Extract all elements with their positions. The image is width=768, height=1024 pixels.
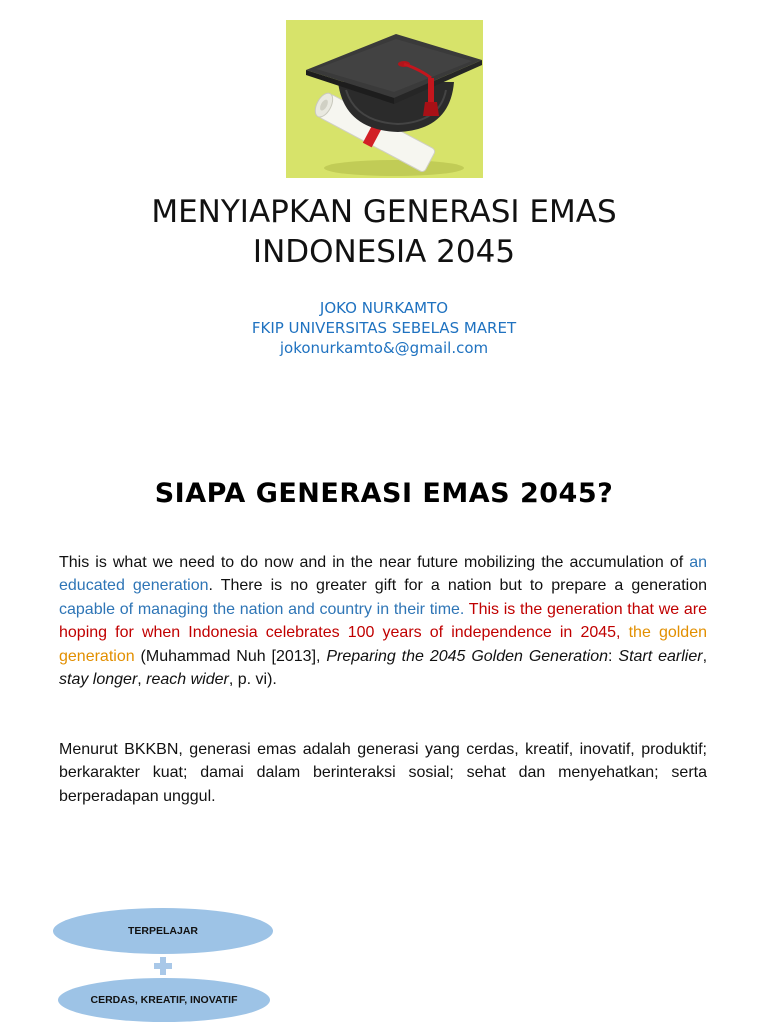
text-run: (Muhammad Nuh [2013],: [134, 647, 327, 665]
text-run: , p. vi).: [228, 671, 277, 689]
highlight-educated-generation: an educated generation: [59, 554, 707, 595]
author-block: [0, 298, 768, 358]
graduation-cap-diploma-icon: [286, 20, 483, 178]
text-run: ,: [702, 647, 708, 665]
author-email: jokonurkamto&@gmail.com: [279, 339, 489, 357]
graduation-cap-diploma-illustration: [286, 20, 483, 178]
slide-title: [0, 192, 768, 272]
title-line-1: MENYIAPKAN GENERASI EMAS: [151, 194, 617, 230]
italic-run: reach wider: [146, 671, 229, 689]
section-heading: SIAPA GENERASI EMAS 2045?: [154, 478, 614, 509]
text-run: :: [608, 647, 619, 665]
plus-icon: [152, 955, 174, 977]
author-affiliation: FKIP UNIVERSITAS SEBELAS MARET: [251, 319, 517, 337]
diagram-node-terpelajar: [53, 908, 273, 954]
title-line-2: INDONESIA 2045: [252, 234, 516, 270]
highlight-red-sentence: This is the generation that we are hoping for when Indonesia celebrates 100 years of independence in 2045,: [59, 600, 708, 642]
author-name: JOKO NURKAMTO: [319, 299, 449, 317]
diagram-node-label: CERDAS, KREATIF, INOVATIF: [90, 994, 238, 1006]
diagram-node-cerdas: [58, 978, 270, 1022]
highlight-capable: capable of managing the nation and country in their time.: [59, 600, 465, 618]
book-title: Preparing the 2045 Golden Generation: [326, 647, 609, 665]
italic-run: stay longer: [59, 671, 138, 689]
highlight-golden-generation: the golden generation: [59, 624, 707, 665]
italic-run: Start earlier: [618, 647, 703, 665]
text-run: This is what we need to do now and in the near future mobilizing the accumulation of: [59, 554, 690, 571]
diagram-node-label: TERPELAJAR: [127, 925, 198, 937]
text-run: . There is no greater gift for a nation but to prepare a generation: [208, 577, 707, 595]
paragraph-bkkbn: Menurut BKKBN, generasi emas adalah generasi yang cerdas, kreatif, inovatif, produktif; berkarakter kuat; damai dalam berinteraksi sosial; sehat dan menyehatkan; serta berperadapan unggul.: [59, 741, 707, 805]
text-run: ,: [137, 671, 147, 689]
paragraph-english-quote: [59, 551, 707, 691]
